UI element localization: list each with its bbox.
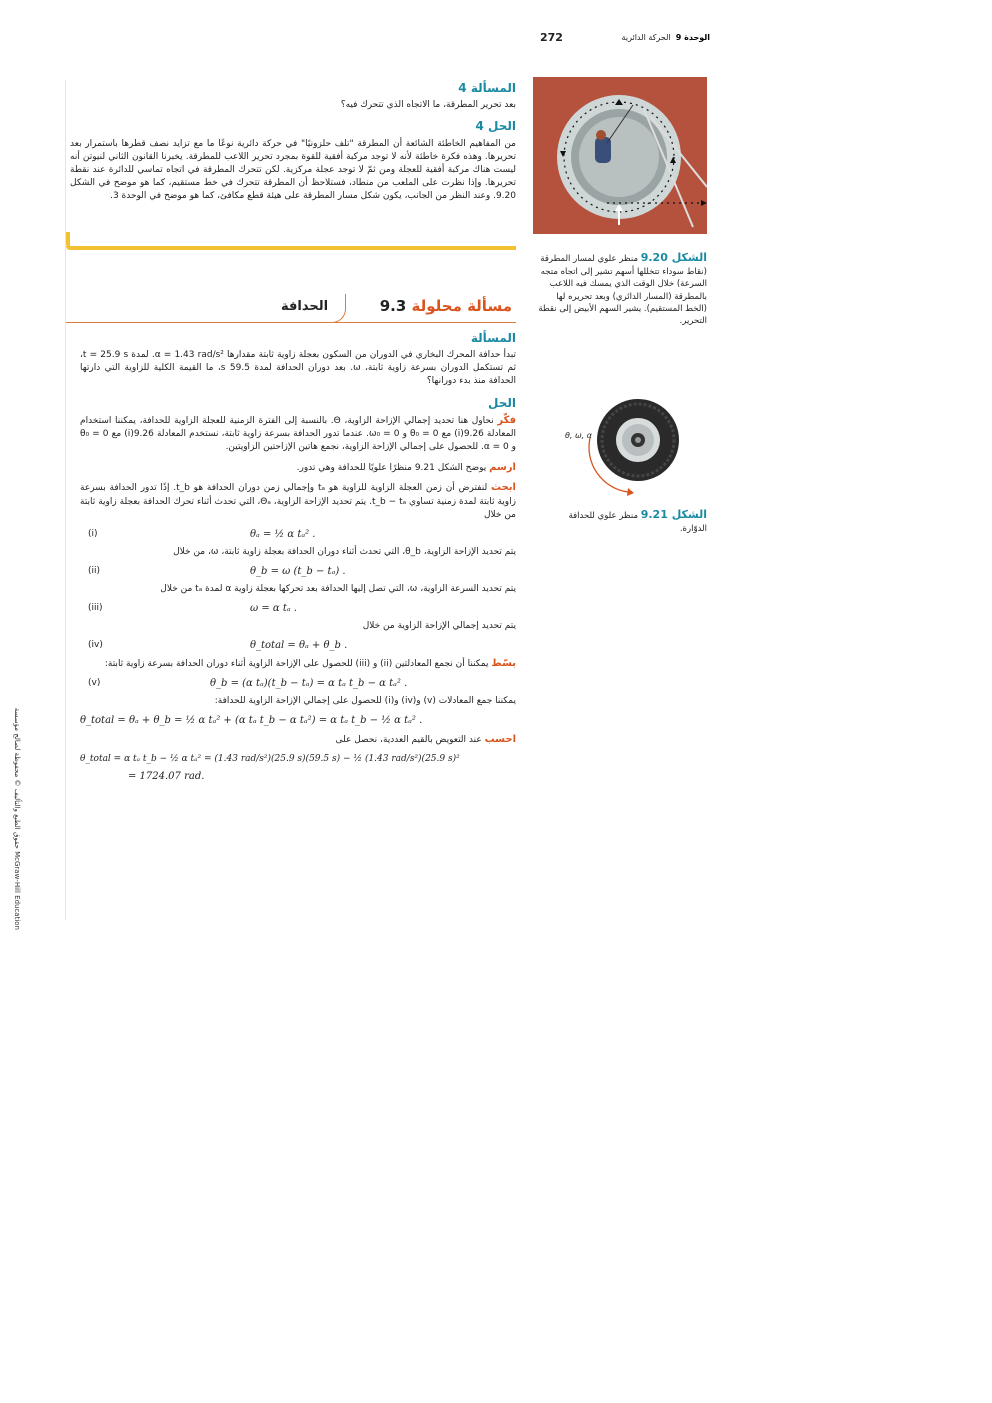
athlete-head [596,130,606,140]
research-label: ابحث [491,482,516,494]
problem4-rule [66,246,516,250]
solved-problem-header [66,294,516,324]
flywheel-diagram [588,398,688,498]
unit-title [622,32,710,44]
equation-ii [80,565,516,581]
calc-label: احسب [484,733,516,745]
solved-problem-body [80,330,516,789]
equation-i-tag: (i) [88,528,98,539]
think-label: فكّر [497,414,516,426]
angular-symbols-label: θ, ω, α [565,431,593,440]
margin-rule [65,80,66,920]
text-5: يمكننا جمع المعادلات (v) و(iv) و(i) للحصول على إجمالي الإزاحة الزاوية للحدافة: [214,696,516,707]
think-paragraph [80,414,516,455]
sketch-label: ارسم [489,461,516,473]
equation-iii-tag: (iii) [88,602,103,613]
equation-i [80,528,516,544]
copyright-side-text: McGraw-Hill Education حقوق الطبع والتأليف © محفوظة لصالح مؤسسة [13,707,21,930]
text-2: يتم تحديد الإزاحة الزاوية، θ_b، التي تحدث أثناء دوران الحدافة بعجلة زاوية ثابتة، ω، من خلال [173,546,516,557]
figure-9-21-caption [553,507,707,535]
research-text: لنفترض أن زمن العجلة الزاوية للزاوية هو tₐ وإجمالي زمن دوران الحدافة هو t_b. إذًا تدور الحدافة بسرعة زاوية ثابتة لمدة زمنية تساوي t_b − tₐ. يتم تحديد الإزاحة الزاوية، Θₐ، التي تحدث أثناء تحرك الحدافة بعجلة زاوية ثابتة من خلال [80,483,516,520]
figure-9-20-photo [533,77,707,234]
problem4-title: المسألة 4 [458,81,516,95]
figure-9-20-text: منظر علوي لمسار المطرقة (نقاط سوداء تتخللها أسهم تشير إلى اتجاه متجه السرعة) خلال الوقت الذي يمسك فيه اللاعب بالمطرقة (المسار الدائري) وبعد تحريره لها (الخط المستقيم). يشير السهم الأبيض إلى نقطة التحرير. [538,254,707,327]
think-text: نحاول هنا تحديد إجمالي الإزاحة الزاوية، Θ. بالنسبة إلى الفترة الزمنية للعجلة الزاوية للحدافة، يمكننا استخدام المعادلة 9.26(i) مع θ₀ = 0 و ω₀ = 0. عندما تدور الحدافة بسرعة زاوية ثابتة، نستخدم المعادلة 9.26(i) مع θ₀ = 0 و α = 0. للحصول على إجمالي الإزاحة الزاوية، نجمع هاتين الإزاحتين الزاويتين. [80,415,517,453]
figure-9-20-label: الشكل 9.20 [640,251,707,264]
figure-9-21-wheel [588,398,688,498]
simplify-text: يمكننا أن نجمع المعادلتين (ii) و (iii) للحصول على الإزاحة الزاوية أثناء دوران الحدافة بسرعة زاوية ثابتة: [104,658,489,669]
calc-text: عند التعويض بالقيم العددية، نحصل على [335,734,482,745]
figure-9-21-text: منظر علوي للحدافة الدوّارة. [568,511,707,534]
solved-problem-rule [66,322,336,323]
equation-iv [80,639,516,655]
solved-problem-title [380,296,512,318]
solution4-text: من المفاهيم الخاطئة الشائعة أن المطرقة "تلف حلزونيًا" في حركة دائرية نوعًا ما مع تزايد نصف قطرها باستمرار بعد تحريرها. وهذه فكرة خاطئة لأنه لا توجد مركبة أفقية للقوة بمجرد تحرير اللاعب للمطرقة. يخبرنا القانون الثاني لنيوتن أنه ليست هناك مركبة أفقية للعجلة ومن ثمّ لا توجد عجلة مركزية. لكن تتحرك المطرقة في اتجاه تماسي للدائرة عند نقطة تحريرها. وإذا نظرت على الملعب من منطاد، فستلاحظ أن المطرقة تتحرك في خط مستقيم، كما هو موضح في الشكل 9.20. وعند النظر من الجانب، يكون شكل مسار المطرقة على هيئة قطع مكافئ، كما هو موضح في الوحدة 3. [70,138,516,202]
equation-total: θ_total = θₐ + θ_b = ½ α tₐ² + (α tₐ t_b − α tₐ²) = α tₐ t_b − ½ α tₐ² . [80,715,423,727]
text-3: يتم تحديد السرعة الزاوية، ω، التي تصل إليها الحدافة بعد تحركها بعجلة زاوية α لمدة tₐ من خلال [160,583,516,594]
sketch-text: يوضح الشكل 9.21 منظرًا علويًا للحدافة وهي تدور. [296,462,487,473]
equation-ii-math: θ_b = ω (t_b − tₐ) . [250,565,346,577]
equation-v-math: θ_b = (α tₐ)(t_b − tₐ) = α tₐ t_b − α tₐ² . [210,678,408,690]
problem-heading: المسألة [470,331,516,345]
simplify-paragraph [80,657,516,672]
equation-iii-math: ω = α tₐ . [250,602,297,614]
unit-label: الوحدة 9 [675,33,710,42]
equation-v-tag: (v) [88,678,101,689]
problem-statement: تبدأ حدافة المحرك البخاري في الدوران من السكون بعجلة زاوية ثابتة مقدارها α = 1.43 rad/s². لمدة t = 25.9 s، ثم تستكمل الدوران بسرعة زاوية ثابتة، ω. بعد دوران الحدافة لمدة 59.5 s، ما القيمة الكلية للزاوية التي دارتها الحدافة منذ بدء دورانها؟ [80,350,517,387]
equation-ii-tag: (ii) [88,565,101,576]
simplify-label: بسّط [491,657,516,669]
rotation-arrow-icon [627,488,634,496]
solved-problem-number: 9.3 [379,297,407,315]
sketch-paragraph [80,461,516,476]
unit-name: الحركة الدائرية [621,33,671,42]
solved-problem-topic: الحدافة [281,299,329,314]
equation-v [80,677,516,693]
circle-pad [579,117,659,197]
calc-paragraph [80,733,516,748]
solved-problem-label: مسألة محلولة [411,297,512,315]
axle [635,437,641,443]
equation-iv-math: θ_total = θₐ + θ_b . [250,639,348,651]
problem4-box [70,80,516,209]
equation-substitution: θ_total = α tₐ t_b − ½ α tₐ² = (1.43 rad/s²)(25.9 s)(59.5 s) − ½ (1.43 rad/s²)(25.9 s)² [80,754,460,765]
equation-iii [80,602,516,618]
page-number: 272 [540,31,563,44]
research-paragraph [80,481,516,522]
text-4: يتم تحديد إجمالي الإزاحة الزاوية من خلال [362,620,516,631]
figure-9-21-label: الشكل 9.21 [640,508,707,521]
solution4-title: الحل 4 [475,119,516,134]
equation-iv-tag: (iv) [88,639,103,650]
figure-9-20-caption [533,250,707,328]
hammer-throw-diagram [533,77,707,234]
page-header [540,30,710,46]
equation-i-math: θₐ = ½ α tₐ² . [250,528,316,540]
solution-heading: الحل [488,395,516,410]
equation-result: = 1724.07 rad. [128,771,205,783]
problem4-text: بعد تحرير المطرقة، ما الاتجاه الذي تتحرك فيه؟ [340,100,516,111]
